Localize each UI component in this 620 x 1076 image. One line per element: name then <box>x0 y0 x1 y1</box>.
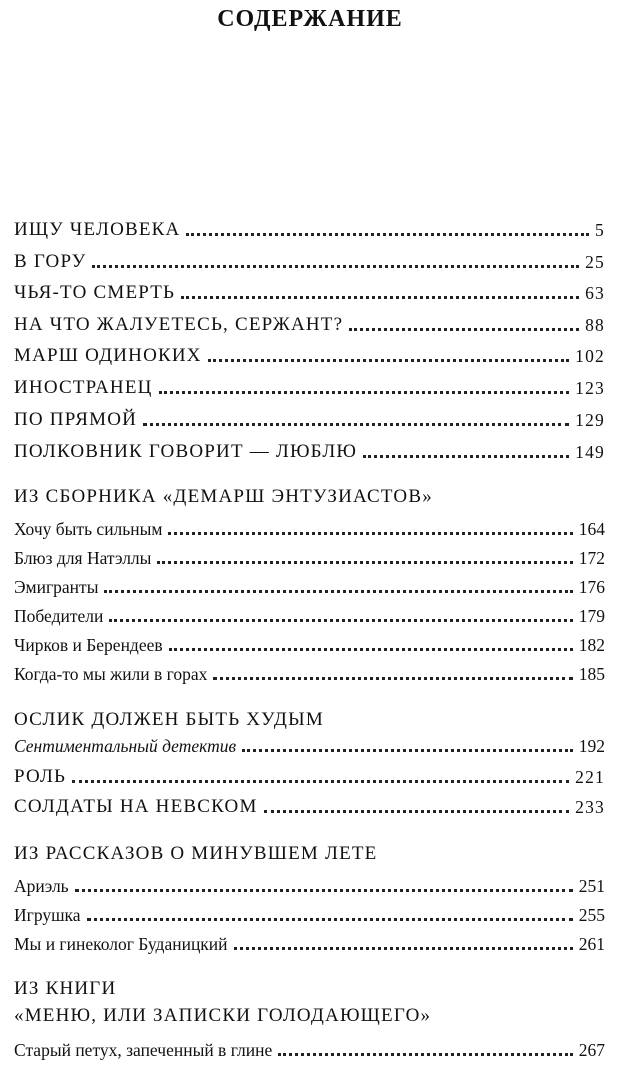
toc-entry-page: 182 <box>578 635 605 655</box>
dot-leader <box>213 677 572 680</box>
toc-entry-page: 25 <box>585 252 605 272</box>
dot-leader <box>234 947 573 950</box>
toc-entry-page: 88 <box>585 315 605 335</box>
dot-leader <box>157 561 572 564</box>
toc-entry-page: 102 <box>575 346 605 366</box>
toc-entry[interactable] <box>14 548 605 569</box>
dot-leader <box>168 532 572 535</box>
toc-entry-page: 192 <box>578 736 605 756</box>
dot-leader <box>159 391 570 394</box>
dot-leader <box>92 265 579 268</box>
toc-entry[interactable] <box>14 736 605 757</box>
toc-entry-page: 172 <box>578 548 605 568</box>
toc-entry[interactable] <box>14 282 605 304</box>
toc-entry-page: 129 <box>575 410 605 430</box>
dot-leader <box>169 648 573 651</box>
toc-entry-page: 251 <box>578 876 605 896</box>
toc-entry[interactable] <box>14 876 605 897</box>
toc-entry[interactable] <box>14 219 605 241</box>
toc-entry-title: ИНОСТРАНЕЦ <box>14 377 153 398</box>
toc-entry[interactable] <box>14 796 605 818</box>
toc-entry-title: ПОЛКОВНИК ГОВОРИТ — ЛЮБЛЮ <box>14 441 358 462</box>
toc-entry-title: НА ЧТО ЖАЛУЕТЕСЬ, СЕРЖАНТ? <box>14 314 344 335</box>
dot-leader <box>181 296 579 299</box>
toc-entry[interactable] <box>14 905 605 926</box>
dot-leader <box>186 233 589 236</box>
dot-leader <box>264 810 570 813</box>
toc-entry[interactable] <box>14 664 605 685</box>
toc-entry-title: МАРШ ОДИНОКИХ <box>14 345 202 366</box>
dot-leader <box>72 780 569 783</box>
toc-entry-title: Победители <box>14 606 104 626</box>
toc-entry-title: Хочу быть сильным <box>14 519 163 539</box>
toc-entry-page: 176 <box>578 577 605 597</box>
toc-entry[interactable] <box>14 377 605 399</box>
toc-entry[interactable] <box>14 635 605 656</box>
dot-leader <box>208 359 569 362</box>
toc-entry-title: ЧЬЯ-ТО СМЕРТЬ <box>14 282 176 303</box>
toc-entry[interactable] <box>14 577 605 598</box>
toc-entry[interactable] <box>14 519 605 540</box>
toc-entry[interactable] <box>14 766 605 788</box>
toc-entry-title: Ариэль <box>14 876 69 896</box>
toc-entry-title: Эмигранты <box>14 577 99 597</box>
section-heading: ИЗ РАССКАЗОВ О МИНУВШЕМ ЛЕТЕ <box>14 843 378 864</box>
toc-entry-page: 149 <box>575 442 605 462</box>
toc-entry-page: 261 <box>578 934 605 954</box>
toc-entry[interactable] <box>14 314 605 336</box>
dot-leader <box>109 619 572 622</box>
dot-leader <box>363 455 569 458</box>
toc-entry-page: 123 <box>575 378 605 398</box>
toc-entry[interactable] <box>14 934 605 955</box>
dot-leader <box>349 328 579 331</box>
page-title: СОДЕРЖАНИЕ <box>217 6 403 32</box>
section-heading: ОСЛИК ДОЛЖЕН БЫТЬ ХУДЫМ <box>14 709 324 730</box>
dot-leader <box>143 423 569 426</box>
toc-entry-page: 221 <box>575 767 605 787</box>
toc-entry[interactable] <box>14 345 605 367</box>
toc-entry-title: Старый петух, запеченный в глине <box>14 1040 273 1060</box>
section-heading: ИЗ КНИГИ <box>14 978 117 999</box>
dot-leader <box>75 889 573 892</box>
dot-leader <box>104 590 572 593</box>
toc-entry-title: Мы и гинеколог Буданицкий <box>14 934 228 954</box>
dot-leader <box>242 749 573 752</box>
toc-entry-page: 267 <box>578 1040 605 1060</box>
toc-entry-title: РОЛЬ <box>14 766 67 787</box>
toc-entry-page: 5 <box>595 220 605 240</box>
toc-entry-title: Когда-то мы жили в горах <box>14 664 208 684</box>
toc-entry[interactable] <box>14 441 605 463</box>
dot-leader <box>87 918 573 921</box>
toc-entry-title: В ГОРУ <box>14 251 87 272</box>
section-heading: ИЗ СБОРНИКА «ДЕМАРШ ЭНТУЗИАСТОВ» <box>14 486 433 507</box>
dot-leader <box>278 1053 573 1056</box>
toc-entry[interactable] <box>14 409 605 431</box>
toc-entry-title: Блюз для Натэллы <box>14 548 152 568</box>
toc-entry-title: СОЛДАТЫ НА НЕВСКОМ <box>14 796 258 817</box>
toc-entry-title: ИЩУ ЧЕЛОВЕКА <box>14 219 181 240</box>
toc-entry[interactable] <box>14 1040 605 1061</box>
toc-entry-subtitle: Сентиментальный детектив <box>14 736 237 756</box>
toc-entry-page: 164 <box>578 519 605 539</box>
toc-entry-page: 185 <box>578 664 605 684</box>
toc-entry-page: 255 <box>578 905 605 925</box>
toc-entry-title: Игрушка <box>14 905 81 925</box>
toc-entry-page: 233 <box>575 797 605 817</box>
toc-entry[interactable] <box>14 251 605 273</box>
section-heading: «МЕНЮ, ИЛИ ЗАПИСКИ ГОЛОДАЮЩЕГО» <box>14 1005 432 1026</box>
toc-entry[interactable] <box>14 606 605 627</box>
toc-entry-page: 63 <box>585 283 605 303</box>
toc-entry-title: Чирков и Берендеев <box>14 635 163 655</box>
toc-entry-title: ПО ПРЯМОЙ <box>14 409 138 430</box>
toc-entry-page: 179 <box>578 606 605 626</box>
